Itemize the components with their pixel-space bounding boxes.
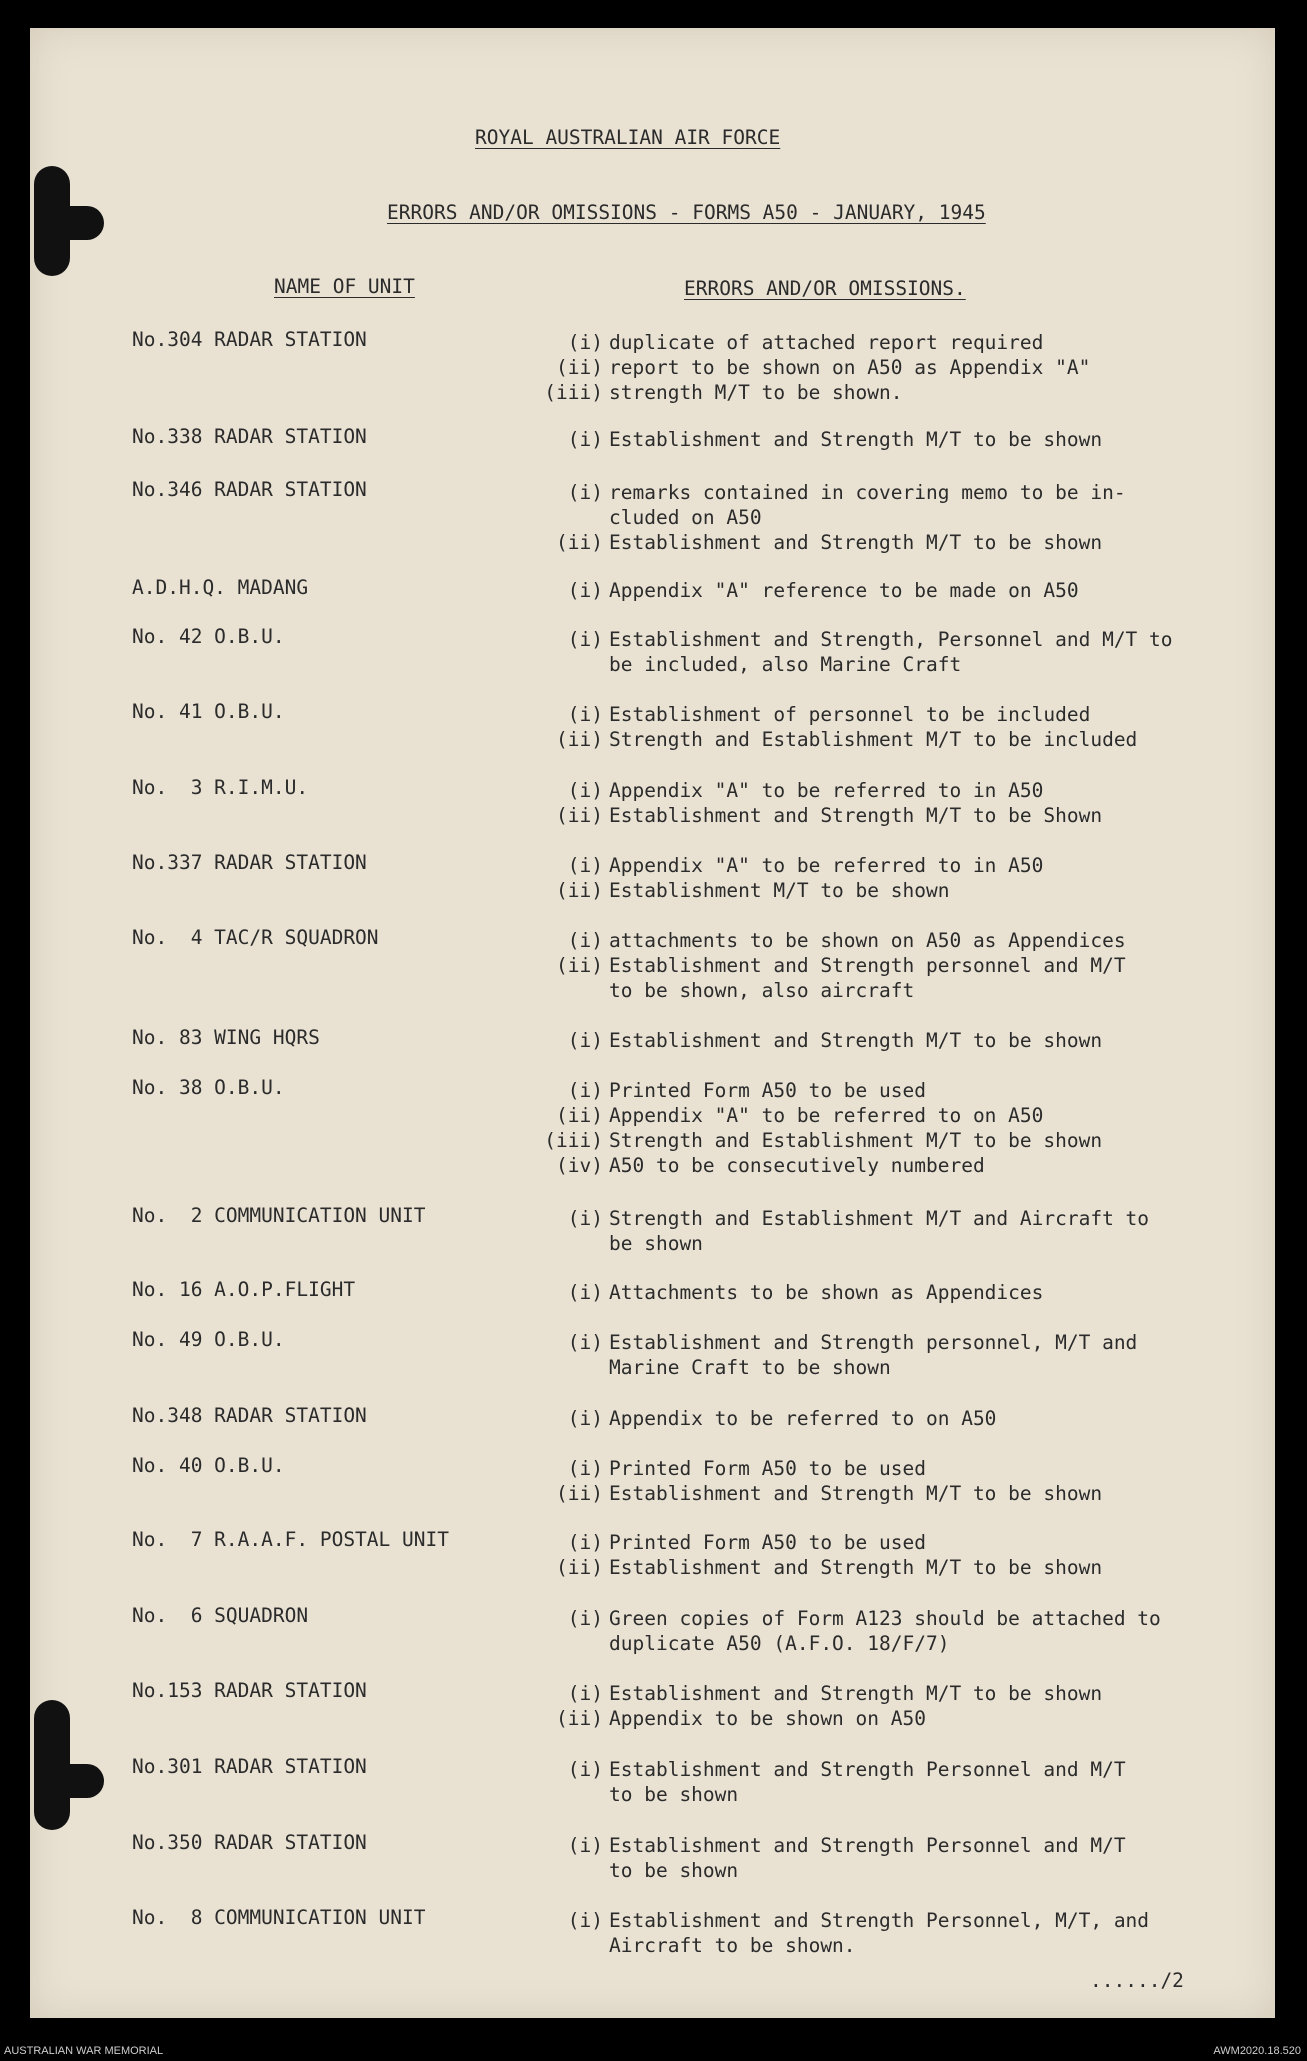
item-text: Appendix "A" to be referred to in A50 bbox=[609, 779, 1044, 802]
item-text: Establishment and Strength M/T to be shown bbox=[609, 531, 1103, 554]
unit-name: No.337 RADAR STATION bbox=[132, 851, 367, 874]
error-items bbox=[533, 1281, 1043, 1306]
item-number: (i) bbox=[567, 1281, 603, 1304]
item-number: (ii) bbox=[556, 954, 603, 977]
item-text: Establishment and Strength M/T to be shown bbox=[609, 1682, 1103, 1705]
item-number: (i) bbox=[567, 1758, 603, 1781]
unit-name: No. 40 O.B.U. bbox=[132, 1454, 285, 1477]
item-number: (ii) bbox=[556, 1707, 603, 1730]
item-text: Strength and Establishment M/T to be shown bbox=[609, 1129, 1103, 1152]
item-text: strength M/T to be shown. bbox=[609, 381, 903, 404]
error-items bbox=[533, 1607, 1161, 1657]
unit-name: No.338 RADAR STATION bbox=[132, 425, 367, 448]
archive-reference: AWM2020.18.520 bbox=[1213, 2045, 1301, 2057]
error-items bbox=[533, 331, 1090, 406]
error-item-line bbox=[533, 331, 1090, 356]
error-item-line bbox=[533, 653, 1173, 678]
item-number: (i) bbox=[567, 1607, 603, 1630]
item-text: Establishment and Strength M/T to be shown bbox=[609, 428, 1103, 451]
item-text: Establishment M/T to be shown bbox=[609, 879, 950, 902]
error-items bbox=[533, 1531, 1102, 1581]
item-text: Establishment and Strength M/T to be shown bbox=[609, 1482, 1103, 1505]
column-header-unit: NAME OF UNIT bbox=[274, 275, 415, 298]
item-text-continued: be included, also Marine Craft bbox=[609, 653, 962, 676]
item-number: (i) bbox=[567, 779, 603, 802]
item-text: Appendix to be referred to on A50 bbox=[609, 1407, 997, 1430]
unit-name: No. 49 O.B.U. bbox=[132, 1328, 285, 1351]
unit-name: No.346 RADAR STATION bbox=[132, 478, 367, 501]
item-text: Establishment and Strength Personnel and M/T bbox=[609, 1834, 1126, 1857]
error-item-line bbox=[533, 728, 1137, 753]
item-text: Strength and Establishment M/T to be included bbox=[609, 728, 1138, 751]
unit-name: No. 4 TAC/R SQUADRON bbox=[132, 926, 379, 949]
error-item-line bbox=[533, 1207, 1149, 1232]
item-number: (i) bbox=[567, 331, 603, 354]
error-item-line bbox=[533, 1531, 1102, 1556]
error-item-line bbox=[533, 531, 1126, 556]
error-item-line bbox=[533, 506, 1126, 531]
item-number: (i) bbox=[567, 428, 603, 451]
item-text: Establishment and Strength M/T to be Shown bbox=[609, 804, 1103, 827]
item-number: (i) bbox=[567, 1407, 603, 1430]
document-page bbox=[30, 28, 1275, 2018]
error-items bbox=[533, 929, 1126, 1004]
binder-clip-arm-lower bbox=[34, 1764, 104, 1798]
error-item-line bbox=[533, 628, 1173, 653]
error-items bbox=[533, 854, 1043, 904]
item-number: (i) bbox=[567, 1207, 603, 1230]
item-number: (i) bbox=[567, 929, 603, 952]
error-item-line bbox=[533, 1482, 1102, 1507]
error-item-line bbox=[533, 1909, 1149, 1934]
error-item-line bbox=[533, 979, 1126, 1004]
item-number: (ii) bbox=[556, 1104, 603, 1127]
error-item-line bbox=[533, 1281, 1043, 1306]
error-items bbox=[533, 1682, 1102, 1732]
item-number: (i) bbox=[567, 1457, 603, 1480]
item-text: Appendix "A" reference to be made on A50 bbox=[609, 579, 1079, 602]
error-item-line bbox=[533, 879, 1043, 904]
item-number: (i) bbox=[567, 1531, 603, 1554]
item-text: Printed Form A50 to be used bbox=[609, 1079, 926, 1102]
item-text: attachments to be shown on A50 as Appendices bbox=[609, 929, 1126, 952]
item-text: A50 to be consecutively numbered bbox=[609, 1154, 985, 1177]
error-item-line bbox=[533, 703, 1137, 728]
error-item-line bbox=[533, 1682, 1102, 1707]
error-items bbox=[533, 779, 1102, 829]
error-items bbox=[533, 1331, 1137, 1381]
unit-name: No. 6 SQUADRON bbox=[132, 1604, 309, 1627]
error-items bbox=[533, 481, 1126, 556]
item-number: (ii) bbox=[556, 1482, 603, 1505]
item-text: Attachments to be shown as Appendices bbox=[609, 1281, 1044, 1304]
item-number: (iv) bbox=[556, 1154, 603, 1177]
unit-name: No. 16 A.O.P.FLIGHT bbox=[132, 1278, 356, 1301]
item-number: (i) bbox=[567, 1331, 603, 1354]
error-items bbox=[533, 1909, 1149, 1959]
item-number: (iii) bbox=[544, 381, 603, 404]
item-text: Appendix to be shown on A50 bbox=[609, 1707, 926, 1730]
error-item-line bbox=[533, 779, 1102, 804]
unit-name: No. 83 WING HQRS bbox=[132, 1026, 320, 1049]
item-number: (i) bbox=[567, 579, 603, 602]
error-item-line bbox=[533, 954, 1126, 979]
item-text: Green copies of Form A123 should be attached to bbox=[609, 1607, 1161, 1630]
item-text-continued: to be shown bbox=[609, 1859, 739, 1882]
unit-name: No. 8 COMMUNICATION UNIT bbox=[132, 1906, 426, 1929]
unit-name: No. 42 O.B.U. bbox=[132, 625, 285, 648]
item-text: Establishment and Strength personnel, M/T and bbox=[609, 1331, 1138, 1354]
item-number: (ii) bbox=[556, 531, 603, 554]
error-items bbox=[533, 1207, 1149, 1257]
error-item-line bbox=[533, 1758, 1126, 1783]
error-item-line bbox=[533, 1859, 1126, 1884]
item-text: Appendix "A" to be referred to on A50 bbox=[609, 1104, 1044, 1127]
item-number: (i) bbox=[567, 854, 603, 877]
error-items bbox=[533, 579, 1079, 604]
error-item-line bbox=[533, 1331, 1137, 1356]
item-number: (ii) bbox=[556, 804, 603, 827]
item-text: Printed Form A50 to be used bbox=[609, 1531, 926, 1554]
error-item-line bbox=[533, 1079, 1102, 1104]
error-item-line bbox=[533, 1129, 1102, 1154]
page-continuation: ....../2 bbox=[1090, 1969, 1184, 1992]
item-text: Establishment and Strength personnel and M/T bbox=[609, 954, 1126, 977]
error-item-line bbox=[533, 1632, 1161, 1657]
item-text-continued: duplicate A50 (A.F.O. 18/F/7) bbox=[609, 1632, 950, 1655]
item-number: (ii) bbox=[556, 728, 603, 751]
error-item-line bbox=[533, 381, 1090, 406]
item-number: (i) bbox=[567, 1834, 603, 1857]
error-items bbox=[533, 703, 1137, 753]
error-item-line bbox=[533, 356, 1090, 381]
error-item-line bbox=[533, 1232, 1149, 1257]
item-number: (i) bbox=[567, 1909, 603, 1932]
error-items bbox=[533, 428, 1102, 453]
unit-name: No.304 RADAR STATION bbox=[132, 328, 367, 351]
item-text-continued: to be shown bbox=[609, 1783, 739, 1806]
item-text: remarks contained in covering memo to be in- bbox=[609, 481, 1126, 504]
item-text: Appendix "A" to be referred to in A50 bbox=[609, 854, 1044, 877]
item-number: (i) bbox=[567, 1029, 603, 1052]
error-item-line bbox=[533, 804, 1102, 829]
unit-name: No. 7 R.A.A.F. POSTAL UNIT bbox=[132, 1528, 449, 1551]
item-text: Establishment of personnel to be included bbox=[609, 703, 1091, 726]
error-items bbox=[533, 1457, 1102, 1507]
error-item-line bbox=[533, 579, 1079, 604]
error-items bbox=[533, 1834, 1126, 1884]
item-text-continued: Marine Craft to be shown bbox=[609, 1356, 891, 1379]
item-number: (ii) bbox=[556, 356, 603, 379]
unit-name: A.D.H.Q. MADANG bbox=[132, 576, 309, 599]
document-title: ROYAL AUSTRALIAN AIR FORCE bbox=[475, 126, 781, 149]
error-item-line bbox=[533, 854, 1043, 879]
item-text: duplicate of attached report required bbox=[609, 331, 1044, 354]
item-text-continued: be shown bbox=[609, 1232, 703, 1255]
error-item-line bbox=[533, 1407, 996, 1432]
error-item-line bbox=[533, 1154, 1102, 1179]
error-item-line bbox=[533, 1457, 1102, 1482]
error-item-line bbox=[533, 929, 1126, 954]
error-item-line bbox=[533, 1607, 1161, 1632]
item-text: Establishment and Strength M/T to be shown bbox=[609, 1556, 1103, 1579]
unit-name: No.153 RADAR STATION bbox=[132, 1679, 367, 1702]
error-items bbox=[533, 1079, 1102, 1179]
item-text-continued: Aircraft to be shown. bbox=[609, 1934, 856, 1957]
unit-name: No. 38 O.B.U. bbox=[132, 1076, 285, 1099]
unit-name: No.301 RADAR STATION bbox=[132, 1755, 367, 1778]
error-items bbox=[533, 628, 1173, 678]
item-number: (ii) bbox=[556, 1556, 603, 1579]
error-item-line bbox=[533, 481, 1126, 506]
error-item-line bbox=[533, 1707, 1102, 1732]
item-number: (iii) bbox=[544, 1129, 603, 1152]
error-item-line bbox=[533, 428, 1102, 453]
error-item-line bbox=[533, 1029, 1102, 1054]
document-subtitle: ERRORS AND/OR OMISSIONS - FORMS A50 - JANUARY, 1945 bbox=[387, 201, 986, 224]
error-item-line bbox=[533, 1783, 1126, 1808]
item-text: Strength and Establishment M/T and Aircraft to bbox=[609, 1207, 1150, 1230]
error-items bbox=[533, 1029, 1102, 1054]
unit-name: No.348 RADAR STATION bbox=[132, 1404, 367, 1427]
unit-name: No. 41 O.B.U. bbox=[132, 700, 285, 723]
item-number: (i) bbox=[567, 481, 603, 504]
item-text: Establishment and Strength Personnel, M/T, and bbox=[609, 1909, 1150, 1932]
item-text: Establishment and Strength Personnel and M/T bbox=[609, 1758, 1126, 1781]
archive-caption: AUSTRALIAN WAR MEMORIAL bbox=[4, 2045, 164, 2057]
item-number: (i) bbox=[567, 628, 603, 651]
item-text: Establishment and Strength M/T to be shown bbox=[609, 1029, 1103, 1052]
item-number: (i) bbox=[567, 1079, 603, 1102]
item-number: (i) bbox=[567, 1682, 603, 1705]
item-text: report to be shown on A50 as Appendix "A" bbox=[609, 356, 1091, 379]
error-item-line bbox=[533, 1556, 1102, 1581]
item-text-continued: to be shown, also aircraft bbox=[609, 979, 915, 1002]
column-header-errors: ERRORS AND/OR OMISSIONS. bbox=[684, 277, 966, 300]
item-number: (i) bbox=[567, 703, 603, 726]
unit-name: No.350 RADAR STATION bbox=[132, 1831, 367, 1854]
binder-clip-arm-upper bbox=[34, 206, 104, 240]
error-items bbox=[533, 1407, 996, 1432]
error-item-line bbox=[533, 1104, 1102, 1129]
unit-name: No. 3 R.I.M.U. bbox=[132, 776, 309, 799]
item-number: (ii) bbox=[556, 879, 603, 902]
item-text: Establishment and Strength, Personnel and M/T to bbox=[609, 628, 1173, 651]
error-items bbox=[533, 1758, 1126, 1808]
error-item-line bbox=[533, 1356, 1137, 1381]
error-item-line bbox=[533, 1934, 1149, 1959]
unit-name: No. 2 COMMUNICATION UNIT bbox=[132, 1204, 426, 1227]
item-text: Printed Form A50 to be used bbox=[609, 1457, 926, 1480]
item-text-continued: cluded on A50 bbox=[609, 506, 762, 529]
error-item-line bbox=[533, 1834, 1126, 1859]
